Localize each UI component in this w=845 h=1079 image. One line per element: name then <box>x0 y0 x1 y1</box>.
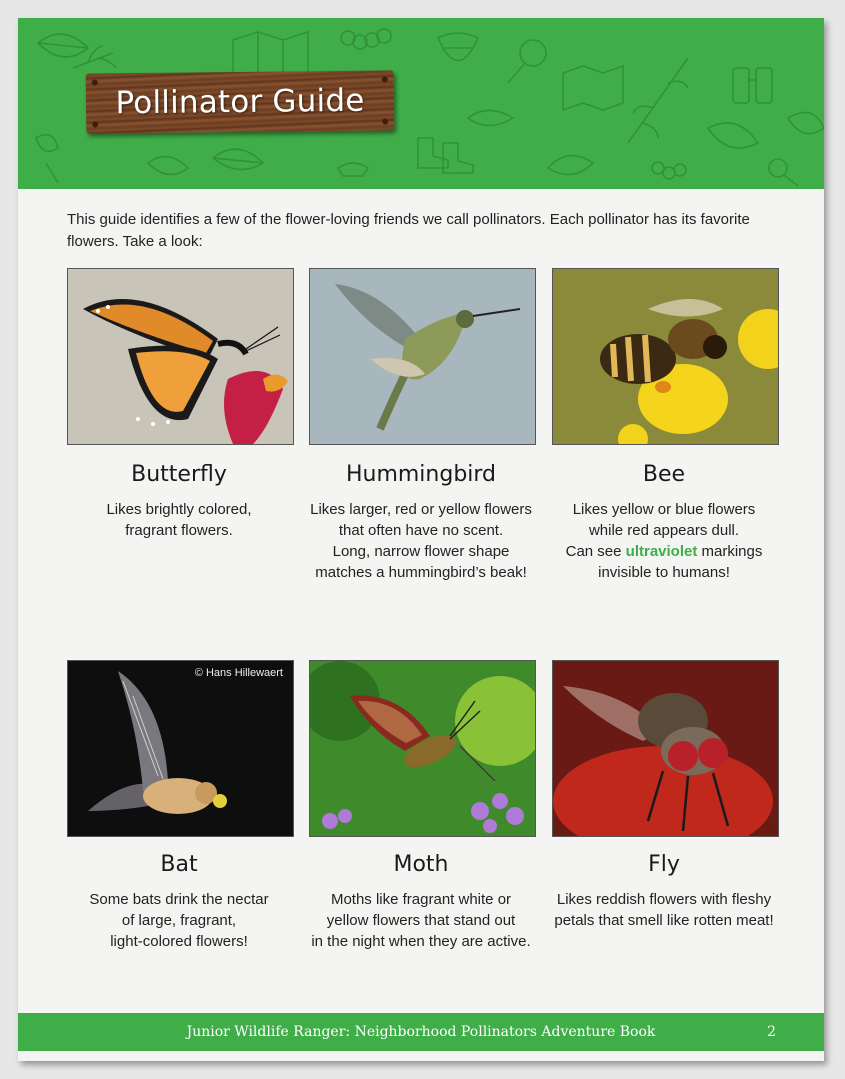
description-line: of large, fragrant, <box>121 912 237 929</box>
page-number: 2 <box>767 1024 776 1040</box>
boots-icon <box>418 138 473 173</box>
butterfly-photo <box>67 268 294 445</box>
page-title: Pollinator Guide <box>115 82 365 122</box>
branch-icon <box>36 135 58 183</box>
bee-description <box>534 499 794 583</box>
description-line: Likes reddish flowers with fleshy <box>556 891 772 908</box>
branch-icon <box>628 58 688 143</box>
map-icon <box>563 66 623 110</box>
magnifier-icon <box>769 159 798 186</box>
hummingbird-photo <box>309 268 536 445</box>
description-line: Likes brightly colored, <box>106 501 252 518</box>
branch-icon <box>73 46 116 68</box>
leaf-icon <box>708 123 758 148</box>
moth-description <box>291 889 551 952</box>
bat-name: Bat <box>160 852 198 877</box>
description-line: Likes yellow or blue flowers <box>572 501 756 518</box>
photo-credit: © Hans Hillewaert <box>194 667 283 679</box>
description-line: Likes larger, red or yellow flowers <box>310 501 532 518</box>
description-line: that often have no scent. <box>338 522 504 539</box>
butterfly-description <box>49 499 309 541</box>
footer-bar <box>18 1013 824 1051</box>
leaf-icon <box>213 149 263 169</box>
description-text: markings <box>697 543 763 560</box>
leaf-icon <box>548 156 593 175</box>
moth-photo <box>309 660 536 837</box>
description-line: Moths like fragrant white or <box>330 891 512 908</box>
leaf-icon <box>148 157 188 175</box>
bat-description <box>49 889 309 952</box>
footer-title: Junior Wildlife Ranger: Neighborhood Pollinators Adventure Book <box>186 1024 656 1040</box>
hummingbird-name: Hummingbird <box>345 462 497 487</box>
fly-photo <box>552 660 779 837</box>
description-line: in the night when they are active. <box>311 933 531 950</box>
magnifier-icon <box>508 40 546 83</box>
caterpillar-icon <box>652 162 686 179</box>
description-line: invisible to humans! <box>598 564 730 581</box>
binoculars-icon <box>733 68 772 103</box>
description-line: Some bats drink the nectar <box>89 891 269 908</box>
description-line: matches a hummingbird’s beak! <box>315 564 527 581</box>
bee-photo <box>552 268 779 445</box>
description-text: Can see <box>565 543 626 560</box>
intro-text: This guide identifies a few of the flower-loving friends we call pollinators. Each pollinator has its favorite flowers. Take a look: <box>67 211 750 250</box>
description-line: petals that smell like rotten meat! <box>554 912 774 929</box>
description-line: while red appears dull. <box>588 522 740 539</box>
leaf-icon <box>468 111 513 126</box>
butterfly-name: Butterfly <box>131 462 227 487</box>
description-line: yellow flowers that stand out <box>326 912 516 929</box>
fly-description <box>534 889 794 931</box>
acorn-icon <box>438 33 478 61</box>
description-line <box>534 541 794 562</box>
ultraviolet-highlight: ultraviolet <box>625 543 698 560</box>
description-line: fragrant flowers. <box>125 522 233 539</box>
title-sign <box>86 70 395 133</box>
fly-name: Fly <box>648 852 680 877</box>
leaf-icon <box>788 112 824 133</box>
leaf-icon <box>38 34 88 57</box>
description-line: light-colored flowers! <box>110 933 248 950</box>
description-line: Long, narrow flower shape <box>332 543 510 560</box>
bat-photo <box>67 660 294 837</box>
page <box>18 18 824 1061</box>
hummingbird-description <box>291 499 551 583</box>
moth-name: Moth <box>393 852 449 877</box>
acorn-icon <box>338 163 368 176</box>
caterpillar-icon <box>341 29 391 49</box>
bee-name: Bee <box>642 462 686 487</box>
header-banner <box>18 18 824 189</box>
